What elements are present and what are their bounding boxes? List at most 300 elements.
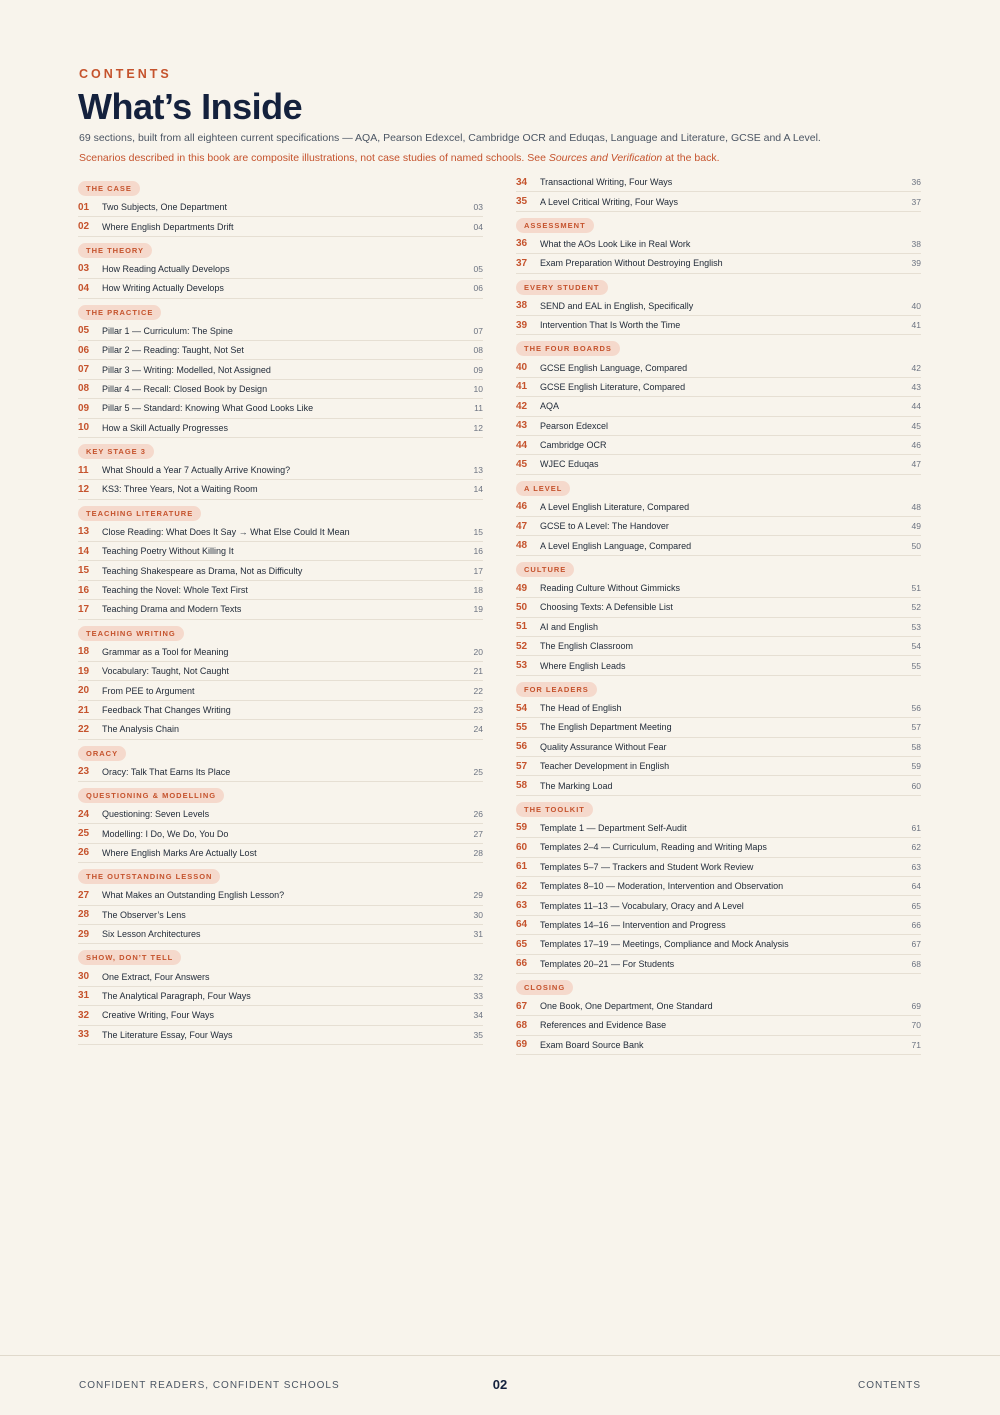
entry-title: The English Classroom — [540, 641, 634, 652]
entry-number: 42 — [516, 400, 528, 412]
section-heading: THE CASE — [78, 181, 140, 196]
entry-page-number: 48 — [911, 501, 921, 512]
toc-entry[interactable] — [516, 637, 921, 656]
entry-page-number: 30 — [473, 909, 483, 920]
entry-number: 11 — [78, 464, 89, 476]
toc-entry[interactable] — [78, 701, 483, 720]
entry-title: Teaching Drama and Modern Texts — [102, 604, 242, 615]
entry-page-number: 23 — [473, 705, 483, 715]
toc-entry[interactable] — [516, 656, 921, 675]
entry-number: 06 — [78, 344, 90, 356]
entry-title: What Should a Year 7 Actually Arrive Knowing? — [102, 465, 291, 476]
toc-entry[interactable] — [516, 455, 921, 474]
entry-page-number: 21 — [473, 666, 483, 677]
entry-title: Where English Departments Drift — [102, 221, 234, 232]
entry-number: 29 — [78, 928, 90, 940]
entry-number: 68 — [516, 1019, 528, 1031]
entry-title: A Level English Language, Compared — [540, 540, 692, 551]
entry-page-number: 51 — [911, 583, 921, 594]
section-heading: QUESTIONING & MODELLING — [78, 788, 224, 803]
toc-entry[interactable] — [78, 925, 483, 944]
entry-page-number: 65 — [911, 900, 921, 911]
toc-entry[interactable] — [516, 316, 921, 335]
entry-title: Modelling: I Do, We Do, You Do — [102, 828, 229, 839]
toc-entry[interactable] — [78, 886, 483, 905]
entry-page-number: 66 — [911, 919, 921, 930]
entry-number: 65 — [516, 938, 528, 950]
entry-number: 05 — [78, 325, 90, 337]
entry-page-number: 37 — [911, 196, 921, 207]
entry-number: 08 — [78, 383, 90, 395]
toc-entry[interactable] — [516, 358, 921, 377]
toc-entry[interactable] — [516, 955, 921, 974]
section-heading: ASSESSMENT — [516, 218, 594, 233]
entry-number: 24 — [78, 808, 90, 820]
toc-entry[interactable] — [78, 824, 483, 843]
entry-number: 14 — [78, 545, 90, 557]
toc-entry[interactable] — [78, 523, 483, 542]
section-heading: SHOW, DON’T TELL — [78, 950, 181, 965]
entry-page-number: 13 — [473, 465, 483, 476]
toc-entry[interactable] — [516, 997, 921, 1016]
footer-divider — [0, 1355, 1000, 1356]
section-heading: A LEVEL — [516, 481, 570, 496]
entry-page-number: 26 — [473, 809, 483, 820]
entry-number: 49 — [516, 582, 528, 594]
entry-number: 57 — [516, 760, 528, 772]
toc-entry[interactable] — [516, 699, 921, 718]
entry-title: From PEE to Argument — [102, 685, 195, 696]
toc-entry[interactable] — [78, 643, 483, 662]
entry-page-number: 61 — [911, 822, 921, 833]
entry-number: 23 — [78, 766, 90, 778]
entry-page-number: 70 — [911, 1020, 921, 1031]
entry-page-number: 12 — [473, 422, 483, 433]
section-heading: CULTURE — [516, 562, 574, 577]
entry-title: Where English Marks Are Actually Lost — [102, 847, 257, 858]
entry-number: 16 — [78, 584, 90, 596]
toc-entry[interactable] — [516, 1016, 921, 1035]
toc-section — [516, 678, 921, 796]
entry-number: 18 — [78, 646, 90, 658]
entry-title: The Analysis Chain — [102, 724, 180, 735]
entry-title: Pearson Edexcel — [540, 420, 609, 431]
toc-section — [516, 173, 921, 212]
entry-title: One Book, One Department, One Standard — [540, 1001, 713, 1012]
entry-title: Templates 20–21 — For Students — [540, 958, 675, 969]
toc-entry[interactable] — [78, 399, 483, 418]
sources-reference: Sources and Verification — [548, 152, 663, 164]
entry-number: 54 — [516, 702, 528, 714]
toc-entry[interactable] — [78, 581, 483, 600]
entry-page-number: 19 — [473, 604, 483, 615]
entry-title: A Level Critical Writing, Four Ways — [540, 196, 679, 207]
entry-title: Templates 2–4 — Curriculum, Reading and Writing Maps — [540, 842, 767, 853]
entry-title: One Extract, Four Answers — [102, 971, 210, 982]
entry-title: Pillar 4 — Recall: Closed Book by Design — [102, 383, 268, 394]
entry-title: Pillar 5 — Standard: Knowing What Good Looks Like — [102, 403, 314, 414]
entry-number: 48 — [516, 540, 528, 552]
entry-page-number: 20 — [473, 646, 483, 657]
entry-number: 30 — [78, 971, 90, 983]
entry-number: 10 — [78, 422, 90, 434]
toc-entry[interactable] — [516, 718, 921, 737]
entry-number: 59 — [516, 822, 528, 834]
entry-page-number: 28 — [473, 847, 483, 858]
entry-title: Feedback That Changes Writing — [102, 705, 231, 715]
entry-page-number: 62 — [911, 842, 921, 853]
entry-page-number: 60 — [911, 780, 921, 791]
toc-entry[interactable] — [78, 480, 483, 499]
entry-page-number: 03 — [473, 202, 483, 213]
entry-number: 13 — [78, 526, 90, 538]
entry-page-number: 22 — [473, 685, 483, 696]
entry-page-number: 71 — [911, 1039, 921, 1050]
toc-left-column — [78, 177, 483, 1047]
entry-page-number: 40 — [911, 300, 921, 311]
entry-title: Templates 11–13 — Vocabulary, Oracy and A Level — [540, 900, 744, 911]
section-heading: TEACHING LITERATURE — [78, 506, 201, 521]
toc-entry[interactable] — [516, 297, 921, 316]
toc-entry[interactable] — [78, 1026, 483, 1045]
entry-number: 27 — [78, 889, 90, 901]
entry-page-number: 64 — [911, 881, 921, 892]
toc-entry[interactable] — [78, 461, 483, 480]
entry-number: 07 — [78, 364, 90, 376]
entry-number: 69 — [516, 1039, 528, 1051]
entry-page-number: 58 — [911, 741, 921, 752]
entry-page-number: 38 — [911, 238, 921, 249]
entry-title: Choosing Texts: A Defensible List — [540, 602, 673, 613]
toc-entry[interactable] — [516, 192, 921, 211]
toc-entry[interactable] — [78, 763, 483, 782]
entry-title: Teaching Shakespeare as Drama, Not as Difficulty — [102, 565, 303, 576]
toc-entry[interactable] — [78, 1006, 483, 1025]
toc-entry[interactable] — [78, 260, 483, 279]
toc-entry[interactable] — [516, 378, 921, 397]
entry-page-number: 27 — [473, 828, 483, 839]
entry-number: 64 — [516, 919, 528, 931]
toc-entry[interactable] — [516, 935, 921, 954]
entry-number: 22 — [78, 723, 90, 735]
toc-right-column — [516, 173, 921, 1057]
toc-entry[interactable] — [516, 235, 921, 254]
entry-title: Intervention That Is Worth the Time — [540, 320, 681, 331]
toc-entry[interactable] — [516, 397, 921, 416]
entry-title: GCSE English Literature, Compared — [540, 381, 686, 392]
entry-number: 46 — [516, 501, 528, 513]
footer-book-title: CONFIDENT READERS, CONFIDENT SCHOOLS — [79, 1380, 340, 1391]
toc-entry[interactable] — [516, 738, 921, 757]
entry-title: Reading Culture Without Gimmicks — [540, 583, 681, 594]
toc-entry[interactable] — [516, 858, 921, 877]
entry-number: 03 — [78, 263, 90, 275]
toc-entry[interactable] — [78, 322, 483, 341]
entry-page-number: 68 — [911, 958, 921, 969]
entry-title: The English Department Meeting — [540, 722, 672, 733]
section-heading: TEACHING WRITING — [78, 626, 184, 641]
entry-page-number: 17 — [473, 565, 483, 576]
entry-page-number: 31 — [473, 929, 483, 940]
entry-title: Exam Board Source Bank — [540, 1039, 644, 1050]
entry-number: 61 — [516, 861, 528, 873]
entry-number: 38 — [516, 300, 528, 312]
toc-section — [78, 946, 483, 1045]
toc-entry[interactable] — [516, 896, 921, 915]
entry-page-number: 16 — [473, 546, 483, 557]
entry-number: 37 — [516, 257, 528, 269]
entry-page-number: 35 — [473, 1029, 483, 1040]
entry-number: 62 — [516, 880, 528, 892]
entry-number: 60 — [516, 841, 528, 853]
entry-page-number: 06 — [473, 283, 483, 294]
toc-section — [78, 502, 483, 620]
entry-number: 19 — [78, 665, 90, 677]
entry-title: Template 1 — Department Self-Audit — [540, 822, 687, 833]
entry-title: Pillar 2 — Reading: Taught, Not Set — [102, 345, 244, 356]
entry-number: 51 — [516, 621, 528, 633]
entry-number: 02 — [78, 221, 90, 233]
note-suffix: at the back. — [662, 152, 720, 164]
toc-section — [516, 558, 921, 676]
toc-entry[interactable] — [78, 380, 483, 399]
toc-entry[interactable] — [78, 720, 483, 739]
entry-title: The Analytical Paragraph, Four Ways — [102, 990, 251, 1001]
entry-title: Questioning: Seven Levels — [102, 809, 210, 820]
page-title: What’s Inside — [78, 86, 303, 127]
toc-entry[interactable] — [516, 776, 921, 795]
entry-title: The Observer’s Lens — [102, 909, 186, 920]
entry-title: GCSE to A Level: The Handover — [540, 521, 669, 532]
section-heading: KEY STAGE 3 — [78, 444, 154, 459]
toc-entry[interactable] — [78, 419, 483, 438]
section-heading: THE TOOLKIT — [516, 802, 593, 817]
entry-title: SEND and EAL in English, Specifically — [540, 300, 694, 311]
entry-title: How Reading Actually Develops — [102, 263, 230, 274]
entry-number: 15 — [78, 565, 90, 577]
entry-number: 56 — [516, 741, 528, 753]
section-heading: THE FOUR BOARDS — [516, 341, 620, 356]
entry-page-number: 09 — [473, 364, 483, 375]
entry-number: 31 — [78, 990, 90, 1002]
note-prefix: Scenarios described in this book are composite illustrations, not case studies of named schools. See — [79, 152, 549, 164]
entry-page-number: 18 — [473, 585, 483, 596]
section-heading: THE THEORY — [78, 243, 152, 258]
toc-entry[interactable] — [78, 600, 483, 619]
entry-number: 63 — [516, 900, 528, 912]
entry-title: How Writing Actually Develops — [102, 283, 224, 294]
entry-title: The Marking Load — [540, 780, 613, 791]
entry-title: Teaching Poetry Without Killing It — [102, 546, 234, 557]
entry-number: 21 — [78, 704, 90, 716]
toc-section — [78, 865, 483, 944]
entry-title: AI and English — [540, 621, 599, 632]
toc-entry[interactable] — [78, 360, 483, 379]
toc-entry[interactable] — [78, 805, 483, 824]
entry-page-number: 14 — [473, 484, 483, 495]
entry-title: What Makes an Outstanding English Lesson? — [102, 890, 285, 901]
entry-number: 33 — [78, 1029, 90, 1041]
entry-title: Exam Preparation Without Destroying English — [540, 258, 723, 269]
entry-page-number: 07 — [473, 325, 483, 336]
toc-entry[interactable] — [78, 906, 483, 925]
entry-number: 20 — [78, 685, 90, 697]
toc-entry[interactable] — [78, 279, 483, 298]
entry-page-number: 41 — [911, 320, 921, 331]
toc-entry[interactable] — [516, 579, 921, 598]
toc-entry[interactable] — [516, 618, 921, 637]
toc-entry[interactable] — [78, 341, 483, 360]
entry-title: References and Evidence Base — [540, 1020, 667, 1031]
page-subtitle: 69 sections, built from all eighteen current specifications — AQA, Pearson Edexcel, Cambridge OCR and Eduqas, Language and Literature, GCSE and A Level. — [79, 132, 821, 144]
entry-page-number: 34 — [473, 1010, 483, 1021]
entry-page-number: 56 — [911, 703, 921, 713]
toc-entry[interactable] — [516, 436, 921, 455]
toc-section — [78, 239, 483, 299]
toc-entry[interactable] — [516, 598, 921, 617]
entry-page-number: 54 — [911, 641, 921, 652]
toc-section — [78, 301, 483, 438]
entry-title: Where English Leads — [540, 660, 626, 671]
toc-entry[interactable] — [78, 662, 483, 681]
section-heading: EVERY STUDENT — [516, 280, 608, 295]
entry-number: 01 — [78, 201, 90, 213]
entry-number: 40 — [516, 362, 528, 374]
footer-section-name: CONTENTS — [858, 1380, 921, 1391]
entry-title: Transactional Writing, Four Ways — [540, 177, 673, 188]
toc-entry[interactable] — [78, 217, 483, 236]
entry-title: Templates 8–10 — Moderation, Intervention and Observation — [540, 881, 784, 892]
entry-title: Pillar 3 — Writing: Modelled, Not Assigned — [102, 364, 271, 375]
entry-page-number: 36 — [911, 177, 921, 188]
toc-section — [516, 337, 921, 474]
entry-page-number: 15 — [473, 526, 483, 537]
entry-title: The Literature Essay, Four Ways — [102, 1029, 233, 1040]
entry-page-number: 52 — [911, 602, 921, 613]
toc-entry[interactable] — [78, 681, 483, 700]
toc-section — [516, 976, 921, 1055]
entry-number: 66 — [516, 958, 528, 970]
entry-number: 52 — [516, 640, 528, 652]
entry-number: 04 — [78, 282, 90, 294]
toc-entry[interactable] — [516, 254, 921, 273]
entry-number: 12 — [78, 483, 90, 495]
toc-section — [78, 622, 483, 740]
toc-entry[interactable] — [516, 916, 921, 935]
entry-number: 36 — [516, 238, 528, 250]
toc-entry[interactable] — [516, 757, 921, 776]
entry-number: 17 — [78, 603, 90, 615]
entry-number: 09 — [78, 402, 90, 414]
entry-title: Oracy: Talk That Earns Its Place — [102, 766, 231, 777]
toc-entry[interactable] — [516, 838, 921, 857]
entry-title: Creative Writing, Four Ways — [102, 1010, 215, 1021]
entry-page-number: 39 — [911, 258, 921, 269]
entry-title: A Level English Literature, Compared — [540, 501, 690, 512]
entry-page-number: 05 — [473, 263, 483, 274]
entry-page-number: 24 — [473, 724, 483, 735]
entry-number: 50 — [516, 601, 528, 613]
toc-entry[interactable] — [516, 1036, 921, 1055]
entry-number: 39 — [516, 319, 528, 331]
entry-title: Vocabulary: Taught, Not Caught — [102, 666, 229, 677]
toc-entry[interactable] — [516, 536, 921, 555]
entry-title: Templates 14–16 — Intervention and Progress — [540, 919, 726, 930]
toc-entry[interactable] — [516, 498, 921, 517]
toc-section — [78, 784, 483, 863]
section-heading: THE OUTSTANDING LESSON — [78, 869, 220, 884]
entry-number: 67 — [516, 1000, 528, 1012]
section-heading: CLOSING — [516, 980, 573, 995]
entry-title: Two Subjects, One Department — [102, 202, 228, 213]
entry-page-number: 32 — [473, 971, 483, 982]
entry-number: 53 — [516, 660, 528, 672]
toc-entry[interactable] — [78, 542, 483, 561]
entry-number: 34 — [516, 176, 528, 188]
eyebrow-label: CONTENTS — [79, 67, 172, 81]
entry-page-number: 46 — [911, 440, 921, 451]
entry-number: 58 — [516, 780, 528, 792]
entry-title: AQA — [540, 401, 560, 412]
entry-page-number: 55 — [911, 660, 921, 671]
toc-entry[interactable] — [516, 517, 921, 536]
section-heading: THE PRACTICE — [78, 305, 161, 320]
entry-page-number: 57 — [911, 722, 921, 733]
toc-entry[interactable] — [78, 967, 483, 986]
entry-title: How a Skill Actually Progresses — [102, 422, 229, 433]
entry-page-number: 25 — [473, 766, 483, 777]
toc-entry[interactable] — [78, 561, 483, 580]
toc-section — [516, 477, 921, 556]
entry-title: Teaching the Novel: Whole Text First — [102, 585, 248, 596]
entry-title: GCSE English Language, Compared — [540, 362, 688, 373]
entry-title: Cambridge OCR — [540, 440, 607, 451]
toc-entry[interactable] — [516, 417, 921, 436]
entry-title: Quality Assurance Without Fear — [540, 741, 667, 752]
entry-title: Templates 17–19 — Meetings, Compliance and Mock Analysis — [540, 939, 789, 950]
entry-page-number: 43 — [911, 381, 921, 392]
entry-page-number: 50 — [911, 540, 921, 551]
entry-title: Close Reading: What Does It Say → What Else Could It Mean — [102, 526, 350, 537]
toc-entry[interactable] — [78, 987, 483, 1006]
entry-page-number: 04 — [473, 221, 483, 232]
entry-number: 25 — [78, 828, 90, 840]
entry-page-number: 53 — [911, 621, 921, 632]
toc-entry[interactable] — [78, 844, 483, 863]
entry-title: Templates 5–7 — Trackers and Student Work Review — [540, 861, 754, 872]
entry-title: Pillar 1 — Curriculum: The Spine — [102, 325, 233, 336]
toc-entry[interactable] — [78, 198, 483, 217]
entry-title: Grammar as a Tool for Meaning — [102, 646, 229, 657]
disclaimer-note — [79, 152, 719, 164]
footer-page-number: 02 — [492, 1377, 508, 1392]
entry-page-number: 42 — [911, 362, 921, 373]
toc-entry[interactable] — [516, 819, 921, 838]
entry-title: Six Lesson Architectures — [102, 929, 201, 940]
entry-number: 43 — [516, 420, 528, 432]
toc-entry[interactable] — [516, 877, 921, 896]
section-heading: ORACY — [78, 746, 126, 761]
entry-title: WJEC Eduqas — [540, 459, 599, 470]
entry-page-number: 49 — [911, 521, 921, 532]
section-heading: FOR LEADERS — [516, 682, 597, 697]
entry-number: 45 — [516, 458, 528, 470]
toc-entry[interactable] — [516, 173, 921, 192]
entry-page-number: 08 — [473, 345, 483, 356]
toc-section — [78, 177, 483, 237]
toc-section — [78, 742, 483, 782]
toc-section — [516, 276, 921, 336]
